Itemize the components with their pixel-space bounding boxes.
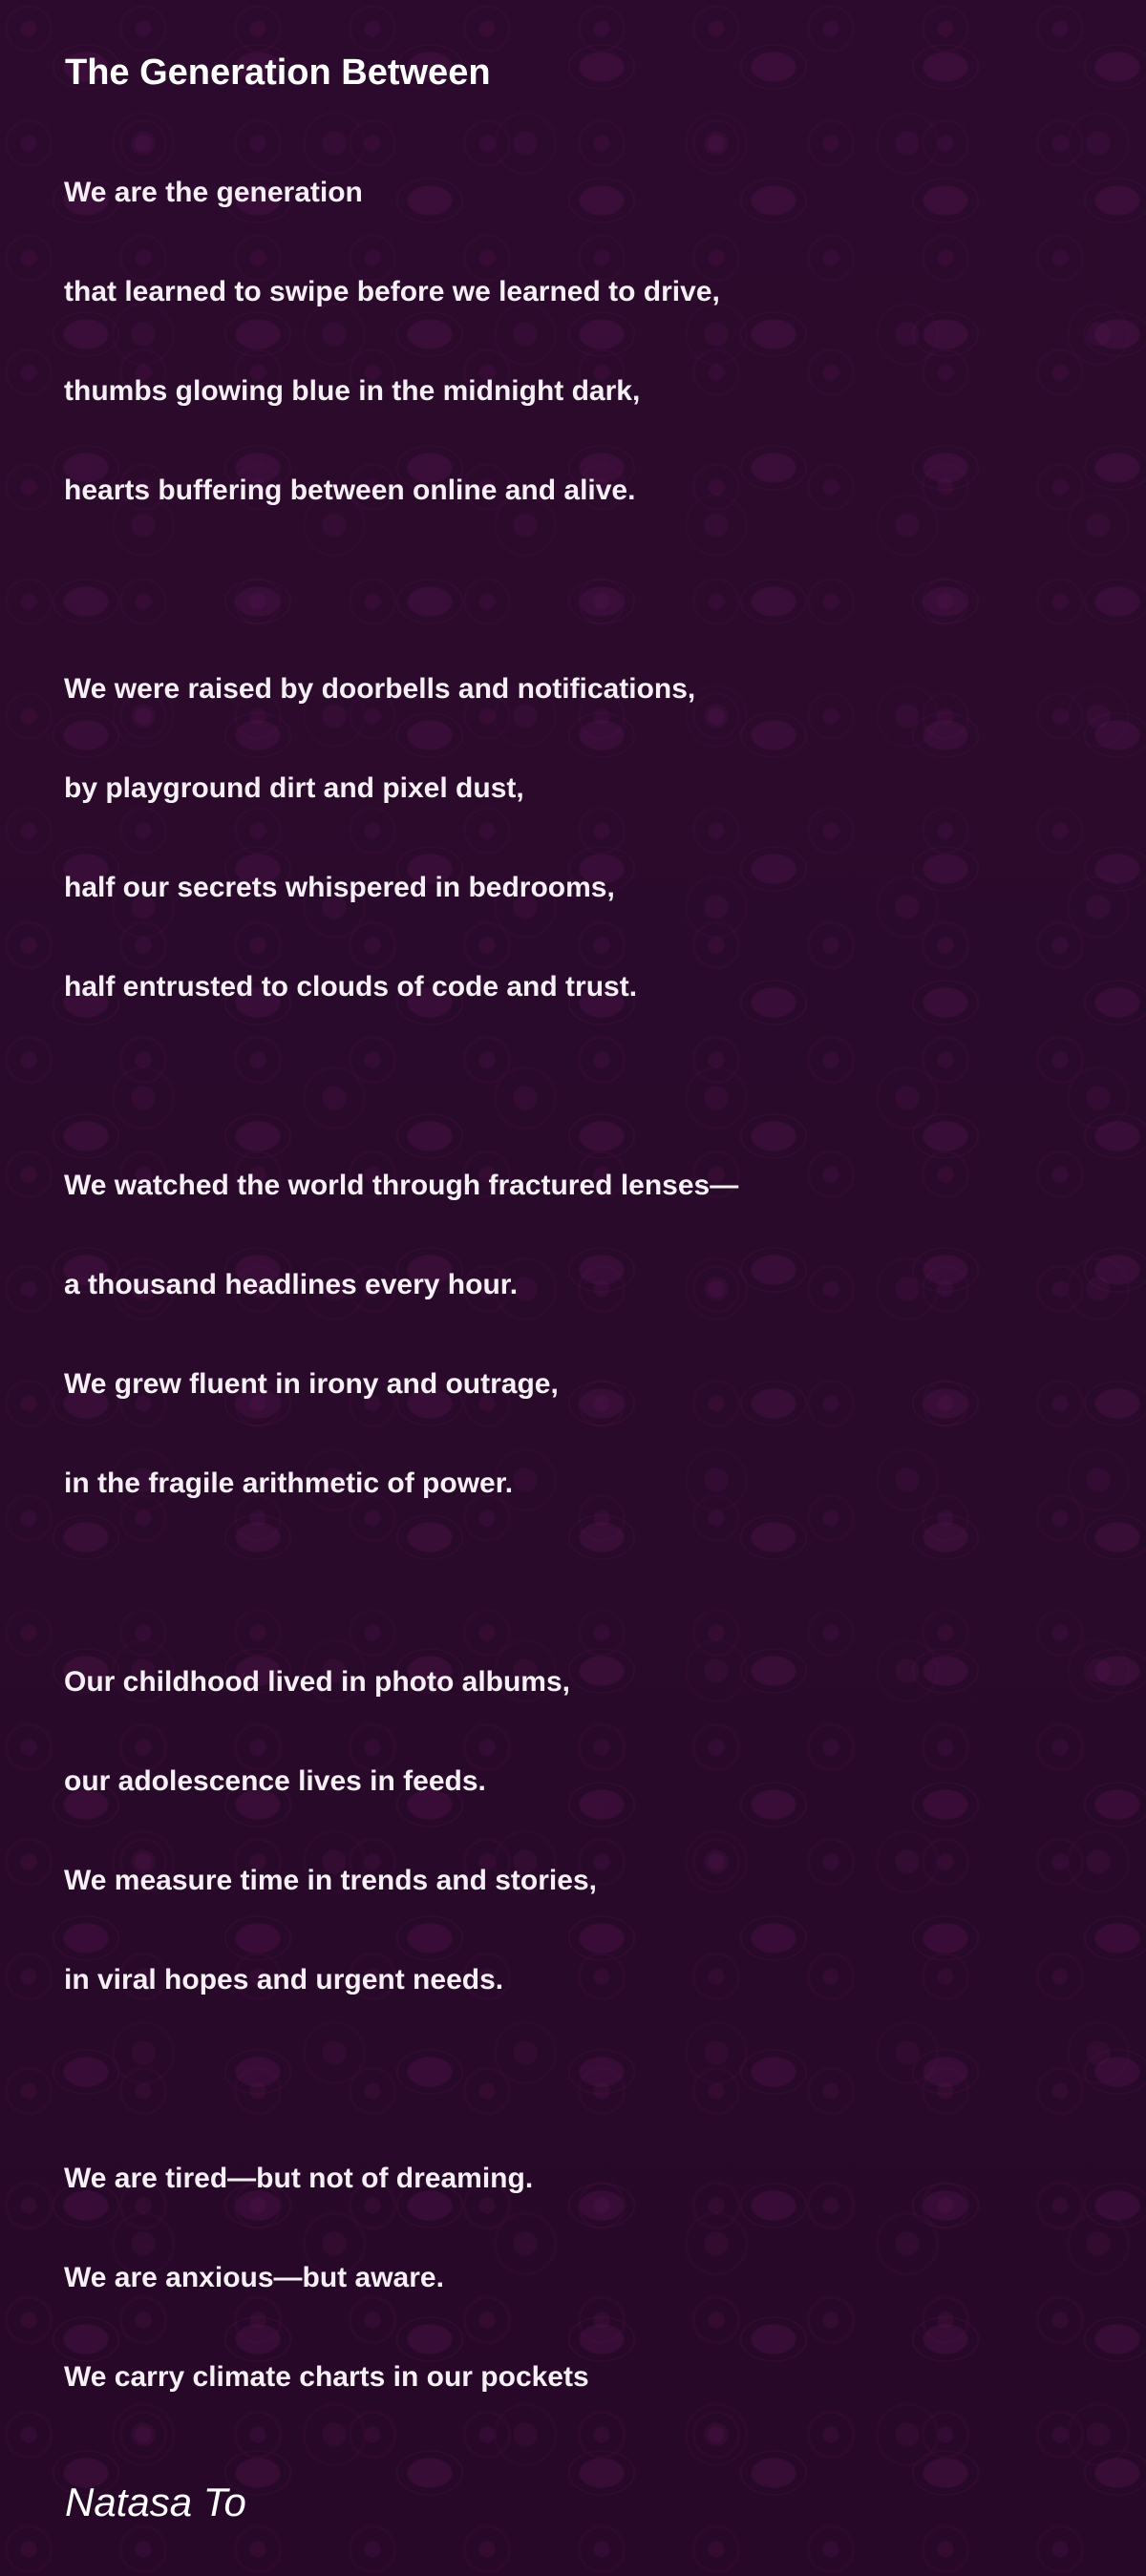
poem-line: our adolescence lives in feeds.: [64, 1765, 486, 1797]
poem-line: in viral hopes and urgent needs.: [64, 1964, 504, 1995]
stanza-3: [64, 1136, 1095, 1533]
poem-author: Natasa To: [65, 2480, 246, 2524]
poem-line: by playground dirt and pixel dust,: [64, 772, 524, 804]
poem-line: We measure time in trends and stories,: [64, 1865, 597, 1896]
stanza-2: [64, 640, 1095, 1037]
poem-line: a thousand headlines every hour.: [64, 1269, 519, 1300]
poem-line: thumbs glowing blue in the midnight dark,: [64, 375, 641, 407]
stanza-5: [64, 2129, 1095, 2427]
poem-line: We are tired—but not of dreaming.: [64, 2163, 534, 2194]
poem-line: hearts buffering between online and alive.: [64, 475, 636, 506]
poem-line: in the fragile arithmetic of power.: [64, 1467, 514, 1499]
poem-line: We grew fluent in irony and outrage,: [64, 1368, 559, 1400]
poem-line: We are anxious—but aware.: [64, 2262, 444, 2293]
poem-body: [64, 143, 1095, 2526]
stanza-4: [64, 1633, 1095, 2030]
poem-line: We are the generation: [64, 177, 363, 208]
poem-line: half our secrets whispered in bedrooms,: [64, 872, 615, 903]
poem-line: that learned to swipe before we learned to drive,: [64, 276, 720, 307]
stanza-1: [64, 143, 1095, 540]
poem-line: We watched the world through fractured lenses—: [64, 1170, 739, 1201]
poem-title: The Generation Between: [65, 53, 491, 93]
poem-line: We carry climate charts in our pockets: [64, 2361, 589, 2393]
poem-line: We were raised by doorbells and notifications,: [64, 673, 696, 705]
poem-line: Our childhood lived in photo albums,: [64, 1666, 570, 1698]
poem-line: half entrusted to clouds of code and trust.: [64, 971, 638, 1003]
